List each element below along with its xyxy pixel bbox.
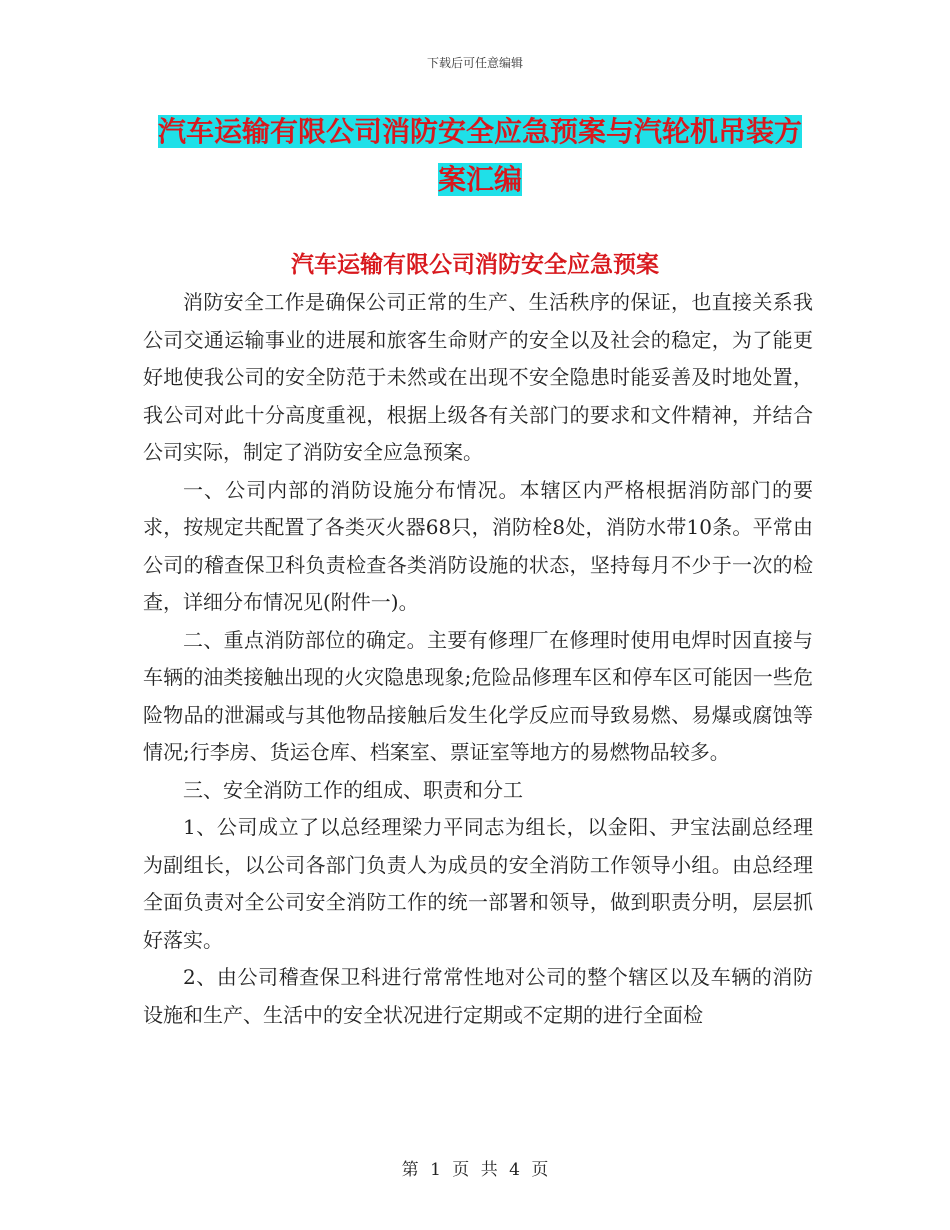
paragraph-inspection: 2、由公司稽查保卫科进行常常性地对公司的整个辖区以及车辆的消防设施和生产、生活中的安全状况进行定期或不定期的进行全面检 — [143, 965, 813, 1027]
page-header-note: 下载后可任意编辑 — [426, 56, 523, 70]
document-title-line-1: 汽车运输有限公司消防安全应急预案与汽轮机吊装方 — [157, 115, 802, 148]
document-title — [140, 108, 820, 204]
paragraph-organization-heading: 三、安全消防工作的组成、职责和分工 — [183, 777, 523, 802]
section-title: 汽车运输有限公司消防安全应急预案 — [291, 252, 659, 278]
body-text — [143, 284, 813, 1034]
document-title-line-2: 案汇编 — [437, 163, 522, 196]
page-number: 第 1 页 共 4 页 — [401, 1160, 549, 1180]
paragraph-key-areas: 二、重点消防部位的确定。主要有修理厂在修理时使用电焊时因直接与车辆的油类接触出现的火灾隐患现象;危险品修理车区和停车区可能因一些危险物品的泄漏或与其他物品接触后发生化学反应而导致易燃、易爆或腐蚀等情况;行李房、货运仓库、档案室、票证室等地方的易燃物品较多。 — [143, 627, 813, 764]
paragraph-leadership-group: 1、公司成立了以总经理梁力平同志为组长，以金阳、尹宝法副总经理为副组长，以公司各部门负责人为成员的安全消防工作领导小组。由总经理全面负责对全公司安全消防工作的统一部署和领导，做到职责分明，层层抓好落实。 — [143, 815, 813, 952]
paragraph-intro: 消防安全工作是确保公司正常的生产、生活秩序的保证，也直接关系我公司交通运输事业的进展和旅客生命财产的安全以及社会的稳定，为了能更好地使我公司的安全防范于未然或在出现不安全隐患时能妥善及时地处置，我公司对此十分高度重视，根据上级各有关部门的要求和文件精神，并结合公司实际，制定了消防安全应急预案。 — [143, 290, 813, 464]
paragraph-fire-facilities: 一、公司内部的消防设施分布情况。本辖区内严格根据消防部门的要求，按规定共配置了各类灭火器68只，消防栓8处，消防水带10条。平常由公司的稽查保卫科负责检查各类消防设施的状态，坚持每月不少于一次的检查，详细分布情况见(附件一)。 — [143, 477, 813, 614]
